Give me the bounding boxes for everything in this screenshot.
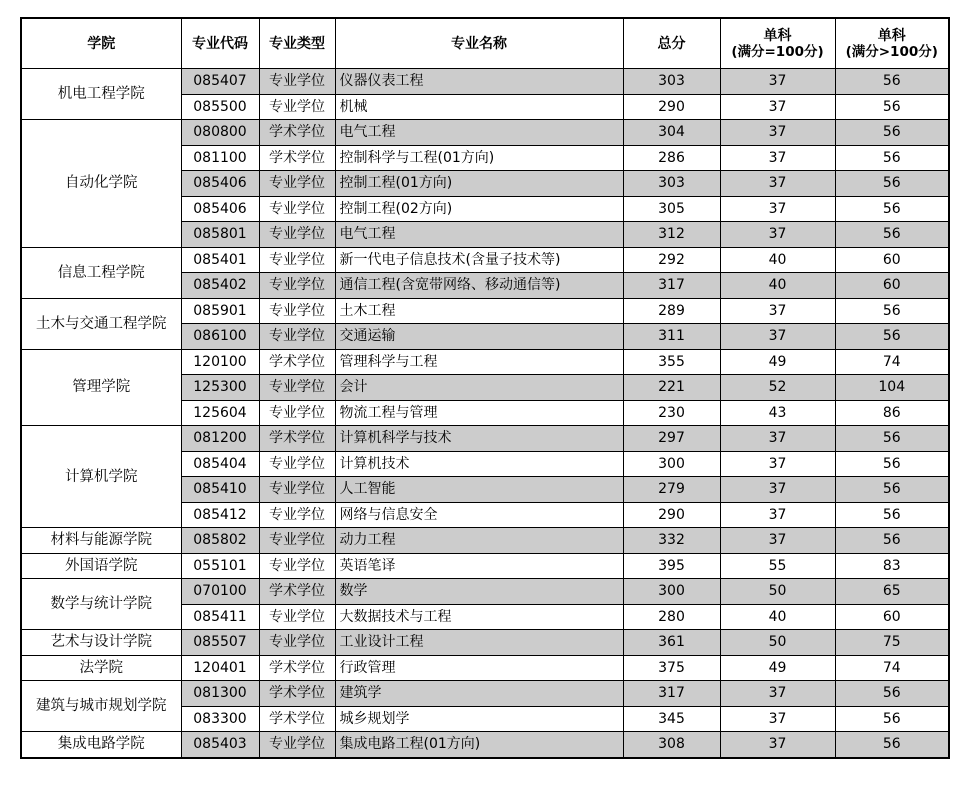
degree-type-cell: 专业学位 bbox=[259, 732, 335, 758]
college-cell: 材料与能源学院 bbox=[21, 528, 181, 554]
degree-type-cell: 专业学位 bbox=[259, 477, 335, 503]
major-name-cell: 管理科学与工程 bbox=[335, 349, 623, 375]
single-over100-score-cell: 56 bbox=[835, 426, 949, 452]
table-row bbox=[21, 655, 949, 681]
major-code-cell: 081200 bbox=[181, 426, 259, 452]
table-row bbox=[21, 120, 949, 146]
single-100-score-cell: 55 bbox=[720, 553, 835, 579]
college-cell: 数学与统计学院 bbox=[21, 579, 181, 630]
total-score-cell: 317 bbox=[623, 273, 720, 299]
major-code-cell: 120100 bbox=[181, 349, 259, 375]
major-code-cell: 083300 bbox=[181, 706, 259, 732]
major-name-cell: 机械 bbox=[335, 94, 623, 120]
college-cell: 集成电路学院 bbox=[21, 732, 181, 758]
total-score-cell: 345 bbox=[623, 706, 720, 732]
single-100-score-cell: 37 bbox=[720, 732, 835, 758]
major-name-cell: 仪器仪表工程 bbox=[335, 69, 623, 95]
single-100-score-cell: 49 bbox=[720, 655, 835, 681]
single-100-score-cell: 40 bbox=[720, 247, 835, 273]
single-over100-score-cell: 56 bbox=[835, 732, 949, 758]
table-row bbox=[21, 579, 949, 605]
degree-type-cell: 专业学位 bbox=[259, 502, 335, 528]
college-cell: 自动化学院 bbox=[21, 120, 181, 248]
degree-type-cell: 专业学位 bbox=[259, 273, 335, 299]
major-code-cell: 085412 bbox=[181, 502, 259, 528]
major-name-cell: 会计 bbox=[335, 375, 623, 401]
single-over100-score-cell: 60 bbox=[835, 273, 949, 299]
single-over100-score-cell: 60 bbox=[835, 247, 949, 273]
total-score-cell: 279 bbox=[623, 477, 720, 503]
single-100-score-cell: 50 bbox=[720, 630, 835, 656]
single-over100-score-cell: 104 bbox=[835, 375, 949, 401]
single-100-score-cell: 40 bbox=[720, 604, 835, 630]
major-name-cell: 控制工程(01方向) bbox=[335, 171, 623, 197]
major-code-cell: 085801 bbox=[181, 222, 259, 248]
total-score-cell: 292 bbox=[623, 247, 720, 273]
degree-type-cell: 专业学位 bbox=[259, 196, 335, 222]
single-100-score-cell: 37 bbox=[720, 222, 835, 248]
degree-type-cell: 专业学位 bbox=[259, 94, 335, 120]
degree-type-cell: 学术学位 bbox=[259, 426, 335, 452]
table-body bbox=[21, 69, 949, 758]
major-code-cell: 085404 bbox=[181, 451, 259, 477]
degree-type-cell: 专业学位 bbox=[259, 451, 335, 477]
major-name-cell: 大数据技术与工程 bbox=[335, 604, 623, 630]
total-score-cell: 286 bbox=[623, 145, 720, 171]
single-100-score-cell: 37 bbox=[720, 706, 835, 732]
total-score-cell: 289 bbox=[623, 298, 720, 324]
degree-type-cell: 学术学位 bbox=[259, 145, 335, 171]
major-code-cell: 085401 bbox=[181, 247, 259, 273]
major-code-cell: 055101 bbox=[181, 553, 259, 579]
single-over100-score-cell: 65 bbox=[835, 579, 949, 605]
header-type: 专业类型 bbox=[259, 18, 335, 69]
total-score-cell: 311 bbox=[623, 324, 720, 350]
single-over100-score-cell: 56 bbox=[835, 196, 949, 222]
total-score-cell: 221 bbox=[623, 375, 720, 401]
major-name-cell: 电气工程 bbox=[335, 120, 623, 146]
single-over100-score-cell: 74 bbox=[835, 655, 949, 681]
major-name-cell: 控制工程(02方向) bbox=[335, 196, 623, 222]
college-cell: 外国语学院 bbox=[21, 553, 181, 579]
single-100-score-cell: 37 bbox=[720, 681, 835, 707]
major-code-cell: 085802 bbox=[181, 528, 259, 554]
single-100-score-cell: 49 bbox=[720, 349, 835, 375]
major-code-cell: 125300 bbox=[181, 375, 259, 401]
major-code-cell: 085901 bbox=[181, 298, 259, 324]
total-score-cell: 305 bbox=[623, 196, 720, 222]
table-row bbox=[21, 69, 949, 95]
total-score-cell: 308 bbox=[623, 732, 720, 758]
degree-type-cell: 专业学位 bbox=[259, 400, 335, 426]
single-over100-score-cell: 56 bbox=[835, 94, 949, 120]
score-table bbox=[20, 17, 950, 759]
single-over100-score-cell: 56 bbox=[835, 477, 949, 503]
major-code-cell: 080800 bbox=[181, 120, 259, 146]
single-over100-score-cell: 56 bbox=[835, 145, 949, 171]
major-name-cell: 物流工程与管理 bbox=[335, 400, 623, 426]
major-code-cell: 086100 bbox=[181, 324, 259, 350]
single-over100-score-cell: 56 bbox=[835, 171, 949, 197]
single-over100-score-cell: 75 bbox=[835, 630, 949, 656]
single-100-score-cell: 40 bbox=[720, 273, 835, 299]
single-100-score-cell: 37 bbox=[720, 451, 835, 477]
degree-type-cell: 专业学位 bbox=[259, 298, 335, 324]
degree-type-cell: 专业学位 bbox=[259, 222, 335, 248]
table-row bbox=[21, 681, 949, 707]
table-row bbox=[21, 553, 949, 579]
major-code-cell: 070100 bbox=[181, 579, 259, 605]
major-name-cell: 城乡规划学 bbox=[335, 706, 623, 732]
header-single-100 bbox=[720, 18, 835, 69]
total-score-cell: 230 bbox=[623, 400, 720, 426]
major-name-cell: 英语笔译 bbox=[335, 553, 623, 579]
total-score-cell: 300 bbox=[623, 579, 720, 605]
single-100-score-cell: 50 bbox=[720, 579, 835, 605]
header-single-over100-line2: (满分>100分) bbox=[845, 43, 938, 60]
single-100-score-cell: 37 bbox=[720, 196, 835, 222]
major-code-cell: 085403 bbox=[181, 732, 259, 758]
college-cell: 建筑与城市规划学院 bbox=[21, 681, 181, 732]
table-row bbox=[21, 349, 949, 375]
header-name: 专业名称 bbox=[335, 18, 623, 69]
degree-type-cell: 专业学位 bbox=[259, 553, 335, 579]
major-name-cell: 建筑学 bbox=[335, 681, 623, 707]
major-name-cell: 控制科学与工程(01方向) bbox=[335, 145, 623, 171]
total-score-cell: 332 bbox=[623, 528, 720, 554]
degree-type-cell: 学术学位 bbox=[259, 655, 335, 681]
degree-type-cell: 专业学位 bbox=[259, 604, 335, 630]
college-cell: 法学院 bbox=[21, 655, 181, 681]
single-over100-score-cell: 56 bbox=[835, 298, 949, 324]
major-code-cell: 081300 bbox=[181, 681, 259, 707]
single-over100-score-cell: 56 bbox=[835, 681, 949, 707]
total-score-cell: 317 bbox=[623, 681, 720, 707]
major-name-cell: 土木工程 bbox=[335, 298, 623, 324]
single-over100-score-cell: 86 bbox=[835, 400, 949, 426]
major-name-cell: 数学 bbox=[335, 579, 623, 605]
header-single-over100-line1: 单科 bbox=[877, 27, 906, 44]
total-score-cell: 304 bbox=[623, 120, 720, 146]
major-code-cell: 125604 bbox=[181, 400, 259, 426]
single-100-score-cell: 37 bbox=[720, 94, 835, 120]
total-score-cell: 361 bbox=[623, 630, 720, 656]
major-code-cell: 120401 bbox=[181, 655, 259, 681]
degree-type-cell: 专业学位 bbox=[259, 171, 335, 197]
total-score-cell: 355 bbox=[623, 349, 720, 375]
total-score-cell: 290 bbox=[623, 94, 720, 120]
single-100-score-cell: 43 bbox=[720, 400, 835, 426]
major-code-cell: 085410 bbox=[181, 477, 259, 503]
degree-type-cell: 学术学位 bbox=[259, 579, 335, 605]
college-cell: 信息工程学院 bbox=[21, 247, 181, 298]
total-score-cell: 312 bbox=[623, 222, 720, 248]
table-row bbox=[21, 247, 949, 273]
major-name-cell: 工业设计工程 bbox=[335, 630, 623, 656]
degree-type-cell: 专业学位 bbox=[259, 247, 335, 273]
single-over100-score-cell: 56 bbox=[835, 502, 949, 528]
single-over100-score-cell: 56 bbox=[835, 324, 949, 350]
degree-type-cell: 专业学位 bbox=[259, 375, 335, 401]
single-100-score-cell: 37 bbox=[720, 120, 835, 146]
major-name-cell: 动力工程 bbox=[335, 528, 623, 554]
major-code-cell: 085402 bbox=[181, 273, 259, 299]
single-over100-score-cell: 56 bbox=[835, 528, 949, 554]
single-over100-score-cell: 83 bbox=[835, 553, 949, 579]
single-over100-score-cell: 56 bbox=[835, 222, 949, 248]
major-name-cell: 计算机科学与技术 bbox=[335, 426, 623, 452]
degree-type-cell: 专业学位 bbox=[259, 630, 335, 656]
single-over100-score-cell: 56 bbox=[835, 120, 949, 146]
degree-type-cell: 学术学位 bbox=[259, 349, 335, 375]
table-row bbox=[21, 732, 949, 758]
college-cell: 艺术与设计学院 bbox=[21, 630, 181, 656]
single-over100-score-cell: 56 bbox=[835, 69, 949, 95]
header-total: 总分 bbox=[623, 18, 720, 69]
major-name-cell: 网络与信息安全 bbox=[335, 502, 623, 528]
single-100-score-cell: 37 bbox=[720, 528, 835, 554]
major-code-cell: 085411 bbox=[181, 604, 259, 630]
total-score-cell: 303 bbox=[623, 69, 720, 95]
degree-type-cell: 学术学位 bbox=[259, 120, 335, 146]
major-name-cell: 集成电路工程(01方向) bbox=[335, 732, 623, 758]
single-over100-score-cell: 56 bbox=[835, 706, 949, 732]
table-row bbox=[21, 426, 949, 452]
header-row bbox=[21, 18, 949, 69]
degree-type-cell: 专业学位 bbox=[259, 324, 335, 350]
college-cell: 机电工程学院 bbox=[21, 69, 181, 120]
single-100-score-cell: 37 bbox=[720, 69, 835, 95]
single-100-score-cell: 37 bbox=[720, 171, 835, 197]
major-code-cell: 085500 bbox=[181, 94, 259, 120]
single-100-score-cell: 37 bbox=[720, 426, 835, 452]
major-name-cell: 电气工程 bbox=[335, 222, 623, 248]
major-code-cell: 081100 bbox=[181, 145, 259, 171]
single-100-score-cell: 37 bbox=[720, 324, 835, 350]
major-name-cell: 行政管理 bbox=[335, 655, 623, 681]
single-100-score-cell: 37 bbox=[720, 477, 835, 503]
header-single-100-line2: (满分=100分) bbox=[731, 43, 824, 60]
total-score-cell: 375 bbox=[623, 655, 720, 681]
total-score-cell: 290 bbox=[623, 502, 720, 528]
total-score-cell: 280 bbox=[623, 604, 720, 630]
single-100-score-cell: 52 bbox=[720, 375, 835, 401]
header-code: 专业代码 bbox=[181, 18, 259, 69]
degree-type-cell: 专业学位 bbox=[259, 528, 335, 554]
degree-type-cell: 学术学位 bbox=[259, 706, 335, 732]
single-100-score-cell: 37 bbox=[720, 145, 835, 171]
table-row bbox=[21, 630, 949, 656]
header-single-over100 bbox=[835, 18, 949, 69]
degree-type-cell: 专业学位 bbox=[259, 69, 335, 95]
total-score-cell: 297 bbox=[623, 426, 720, 452]
single-over100-score-cell: 60 bbox=[835, 604, 949, 630]
college-cell: 计算机学院 bbox=[21, 426, 181, 528]
college-cell: 管理学院 bbox=[21, 349, 181, 426]
major-name-cell: 通信工程(含宽带网络、移动通信等) bbox=[335, 273, 623, 299]
total-score-cell: 395 bbox=[623, 553, 720, 579]
header-college: 学院 bbox=[21, 18, 181, 69]
college-cell: 土木与交通工程学院 bbox=[21, 298, 181, 349]
degree-type-cell: 学术学位 bbox=[259, 681, 335, 707]
major-code-cell: 085407 bbox=[181, 69, 259, 95]
table-row bbox=[21, 298, 949, 324]
total-score-cell: 303 bbox=[623, 171, 720, 197]
total-score-cell: 300 bbox=[623, 451, 720, 477]
major-name-cell: 交通运输 bbox=[335, 324, 623, 350]
single-100-score-cell: 37 bbox=[720, 502, 835, 528]
table-row bbox=[21, 528, 949, 554]
major-name-cell: 计算机技术 bbox=[335, 451, 623, 477]
header-single-100-line1: 单科 bbox=[763, 27, 792, 44]
single-over100-score-cell: 56 bbox=[835, 451, 949, 477]
single-100-score-cell: 37 bbox=[720, 298, 835, 324]
single-over100-score-cell: 74 bbox=[835, 349, 949, 375]
major-name-cell: 人工智能 bbox=[335, 477, 623, 503]
major-code-cell: 085406 bbox=[181, 171, 259, 197]
major-code-cell: 085507 bbox=[181, 630, 259, 656]
major-name-cell: 新一代电子信息技术(含量子技术等) bbox=[335, 247, 623, 273]
major-code-cell: 085406 bbox=[181, 196, 259, 222]
